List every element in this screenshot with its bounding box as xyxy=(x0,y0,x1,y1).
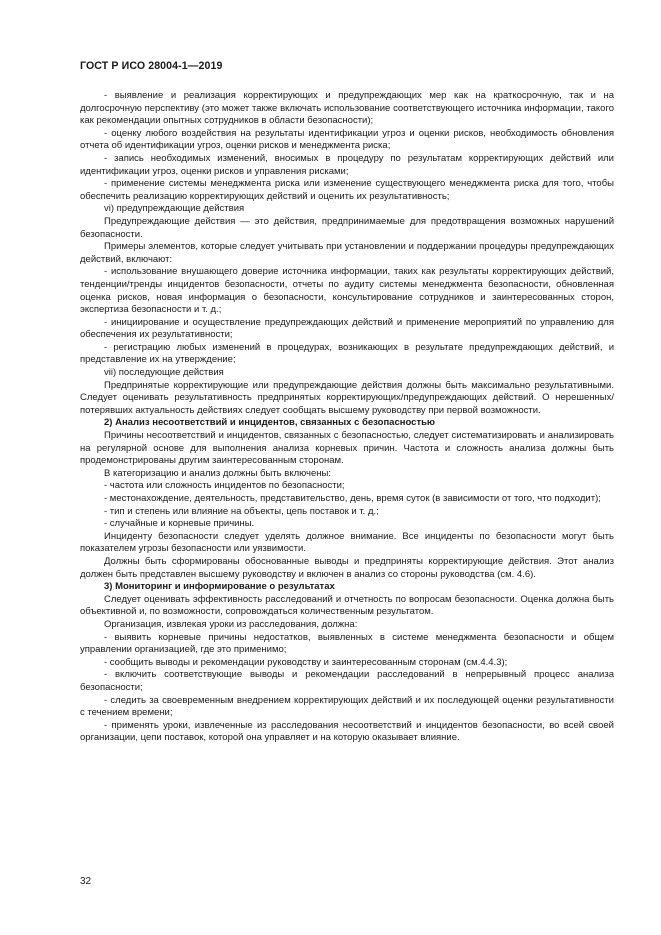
paragraph: Следует оценивать эффективность расследований и отчетность по вопросам безопасности. Оценка должна быть объективной и, по возможности, сопровождаться количественным результатом. xyxy=(80,593,614,618)
paragraph: - применять уроки, извлеченные из расследования несоответствий и инцидентов безопасности, во всей своей организации, цепи поставок, которой она управляет и на которую оказывает влияние. xyxy=(80,719,614,744)
paragraph: - следить за своевременным внедрением корректирующих действий и их последующей оценки результативности с течением времени; xyxy=(80,694,614,719)
paragraph: Примеры элементов, которые следует учитывать при установлении и поддержании процедуры предупреждающих действий, включают: xyxy=(80,241,614,265)
paragraph: - использование внушающего доверие источника информации, таких как результаты корректирующих действий, тенденции/тренды инцидентов безопасности, отчеты по аудиту системы менеджмента безопасности, обновленная оценка рисков, новая информация о безопасности, консультирование сотрудников и заинтересованных сторон, экспертиза безопасности и т. д.; xyxy=(80,266,614,316)
paragraph: Предупреждающие действия — это действия, предпринимаемые для предотвращения возможных нарушений безопасности. xyxy=(80,215,614,240)
paragraph: Причины несоответствий и инцидентов, связанных с безопасностью, следует систематизировать и анализировать на регулярной основе для выполнения анализа корневых причин. Частота и сложность анализа должны быть продемонстрированы другим заинтересованным сторонам. xyxy=(80,430,614,467)
paragraph: - запись необходимых изменений, вносимых в процедуру по результатам корректирующих действий или идентификации угроз, оценки рисков и управления рисками; xyxy=(80,152,614,177)
paragraph: - тип и степень или влияние на объекты, цепь поставок и т. д.; xyxy=(104,505,379,517)
paragraph: Предпринятые корректирующие или предупреждающие действия должны быть максимально результативными. Следует оценивать результативность предпринятых корректирующих/предупреждающих действий. О нерешенных/потерявших актуальность действиях следует сообщать высшему руководству при первой возможности. xyxy=(80,379,614,416)
document-header: ГОСТ Р ИСО 28004-1—2019 xyxy=(80,60,223,72)
paragraph: - инициирование и осуществление предупреждающих действий и применение мероприятий по управлению для обеспечения их результативности; xyxy=(80,316,614,341)
page-number: 32 xyxy=(80,876,92,887)
paragraph: Организация, извлекая уроки из расследования, должна: xyxy=(104,618,358,630)
paragraph: - частота или сложность инцидентов по безопасности; xyxy=(104,480,345,492)
document-body xyxy=(80,90,614,745)
paragraph: - регистрацию любых изменений в процедурах, возникающих в результате предупреждающих действий, и представление их на утверждение; xyxy=(80,341,614,366)
paragraph: vii) последующие действия xyxy=(104,367,224,379)
paragraph: vi) предупреждающие действия xyxy=(104,203,245,215)
paragraph: - выявление и реализация корректирующих и предупреждающих мер как на краткосрочную, так и на долгосрочную перспективу (это может также включать использование соответствующего источника информации, такого как рекомендации опытных сотрудников в области безопасности); xyxy=(80,90,614,127)
paragraph: - сообщить выводы и рекомендации руководству и заинтересованным сторонам (см.4.4.3); xyxy=(104,656,508,668)
section-heading: 2) Анализ несоответствий и инцидентов, связанных с безопасностью xyxy=(104,417,436,429)
paragraph: Должны быть сформированы обоснованные выводы и предприняты корректирующие действия. Этот анализ должен быть представлен высшему руководству и включен в анализ со стороны руководства (см. 4.6). xyxy=(80,555,614,580)
paragraph: - местонахождение, деятельность, представительство, день, время суток (в зависимости от того, что подходит); xyxy=(104,493,601,504)
paragraph: - оценку любого воздействия на результаты идентификации угроз и оценки рисков, необходимость обновления отчета об идентификации угроз, оценки рисков и менеджмента риска; xyxy=(80,127,614,152)
paragraph: В категоризацию и анализ должны быть включены: xyxy=(104,467,331,479)
paragraph: - применение системы менеджмента риска или изменение существующего менеджмента риска для того, чтобы обеспечить реализацию корректирующих действий и оценить их результативность; xyxy=(80,178,614,202)
section-heading: 3) Мониторинг и информирование о результатах xyxy=(104,581,335,593)
paragraph: - выявить корневые причины недостатков, выявленных в системе менеджмента безопасности и общем управлении организацией, где это применимо; xyxy=(80,631,614,656)
paragraph: - случайные и корневые причины. xyxy=(104,518,255,530)
paragraph: Инциденту безопасности следует уделять должное внимание. Все инциденты по безопасности могут быть показателем угрозы безопасности или уязвимости. xyxy=(80,530,614,555)
paragraph: - включить соответствующие выводы и рекомендации расследований в непрерывный процесс анализа безопасности; xyxy=(80,669,614,693)
